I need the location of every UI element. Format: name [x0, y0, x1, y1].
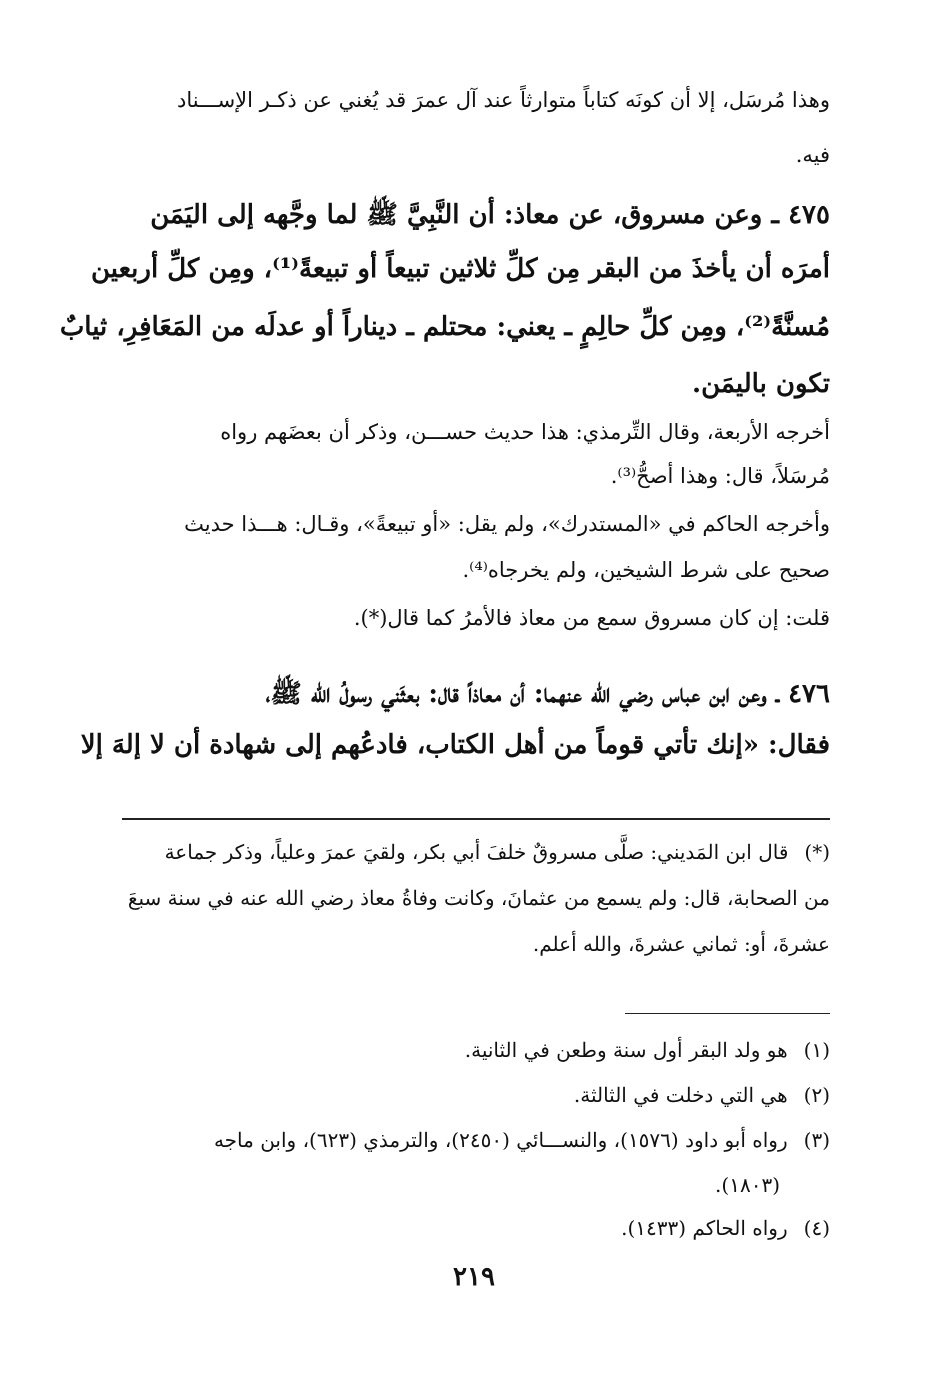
hadith-475-line-3: مُسنَّةً⁽²⁾، ومِن كلِّ حالِمٍ ـ يعني: محتلم ـ ديناراً أو عدلَه من المَعَافِرِ، ثيابٌ — [59, 312, 830, 342]
takhrij-p1-line-2: مُرسَلاً، قال: وهذا أصحُّ⁽³⁾. — [610, 464, 830, 488]
footnote-2-text: هي التي دخلت في الثالثة. — [573, 1083, 788, 1107]
takhrij-p2-line-1: وأخرجه الحاكم في «المستدرك»، ولم يقل: «أو تبيعةً»، وقـال: هـــذا حديث — [184, 512, 830, 536]
takhrij-p2-line-2: صحيح على شرط الشيخين، ولم يخرجاه⁽⁴⁾. — [462, 558, 830, 582]
hadith-475-line-2: أمرَه أن يأخذَ من البقر مِن كلِّ ثلاثين تبيعاً أو تبيعةً⁽¹⁾، ومِن كلِّ أربعين — [90, 254, 830, 284]
footnote-3-number: (٣) — [803, 1128, 830, 1152]
footnote-separator-rule — [625, 1013, 830, 1014]
footnote-3-text: رواه أبو داود (١٥٧٦)، والنســـائي (٢٤٥٠)، والترمذي (٦٢٣)، وابن ماجه — [213, 1128, 788, 1152]
footnote-2 — [574, 1083, 830, 1107]
takhrij-p3-line-1: قلت: إن كان مسروق سمع من معاذ فالأمرُ كما قال(*). — [353, 606, 830, 630]
footnote-2-number: (٢) — [803, 1083, 830, 1107]
hadith-475-line-4: تكون باليمَن. — [692, 369, 830, 399]
main-separator-rule — [122, 818, 830, 820]
star-note-text-1: قال ابن المَديني: صلَّى مسروقٌ خلفَ أبي بكر، ولقيَ عمرَ وعلياً، وذكر جماعة — [164, 840, 789, 864]
footnote-1-number: (١) — [803, 1038, 830, 1062]
footnote-4 — [621, 1216, 830, 1240]
hadith-476-line-1: ٤٧٦ ـ وعن ابن عباس رضي الله عنهما: أن معاذاً قال: بعثَني رسولُ الله ﷺ، — [265, 679, 830, 709]
hadith-475-line-1: ٤٧٥ ـ وعن مسروق، عن معاذ: أن النَّبِيَّ ﷺ لما وجَّهه إلى اليَمَن — [150, 200, 830, 230]
footnote-1-text: هو ولد البقر أول سنة وطعن في الثانية. — [464, 1038, 788, 1062]
star-note-line-2: من الصحابة، قال: ولم يسمع من عثمانَ، وكانت وفاةُ معاذ رضي الله عنه في سنة سبعَ — [127, 886, 830, 910]
intro-line-2: فيه. — [795, 143, 830, 167]
star-note-marker: (*) — [804, 840, 830, 864]
footnote-1 — [465, 1038, 830, 1062]
footnote-3-continuation: (١٨٠٣). — [715, 1173, 780, 1197]
hadith-476-line-2: فقال: «إنك تأتي قوماً من أهل الكتاب، فادعُهم إلى شهادة أن لا إلهَ إلا — [80, 730, 830, 760]
takhrij-p1-line-1: أخرجه الأربعة، وقال التِّرمذي: هذا حديث حســـن، وذكر أن بعضَهم رواه — [220, 420, 830, 444]
footnote-3 — [214, 1128, 830, 1152]
page-number: ٢١٩ — [453, 1262, 495, 1292]
footnote-4-text: رواه الحاكم (١٤٣٣). — [621, 1216, 788, 1240]
star-note-line-3: عشرةَ، أو: ثماني عشرةَ، والله أعلم. — [532, 932, 830, 956]
intro-line-1: وهذا مُرسَل، إلا أن كونَه كتاباً متوارثاً عند آل عمرَ قد يُغني عن ذكـر الإســـناد — [177, 88, 830, 112]
footnote-4-number: (٤) — [803, 1216, 830, 1240]
star-note-line-1 — [165, 840, 830, 864]
